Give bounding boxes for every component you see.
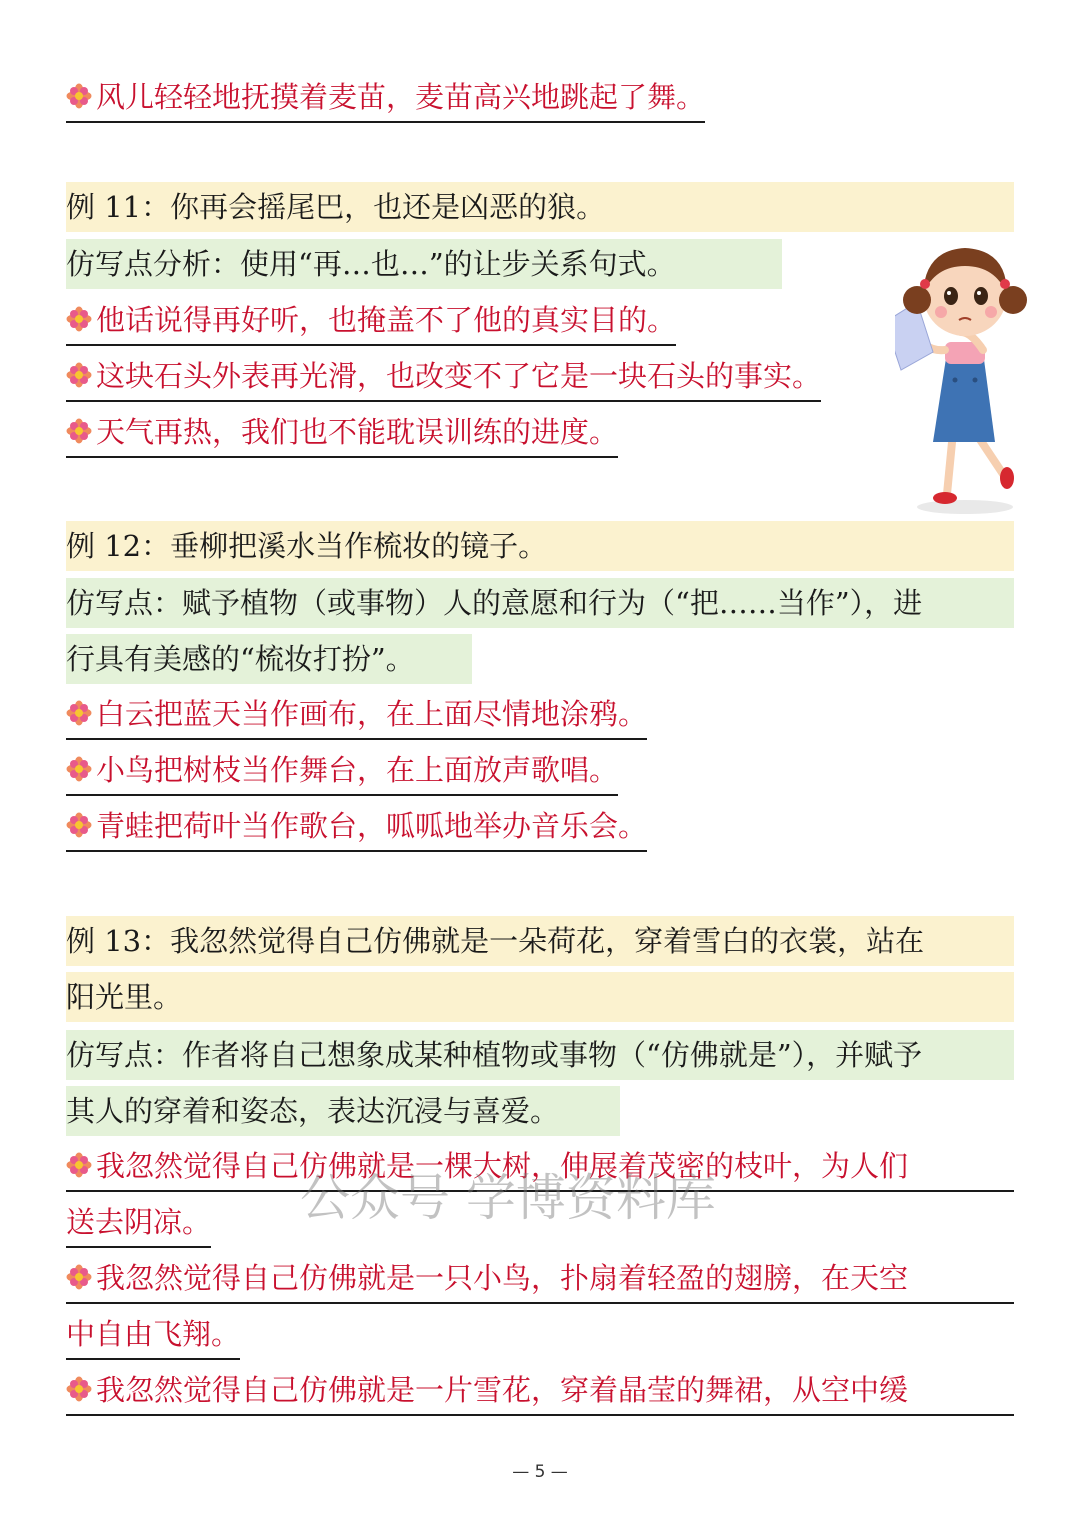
answer-line-cont: 送去阴凉。 bbox=[66, 1200, 211, 1248]
example-13-note: 仿写点：作者将自己想象成某种植物或事物（“仿佛就是”），并赋予 bbox=[66, 1030, 1014, 1080]
flower-icon bbox=[66, 1264, 92, 1290]
flower-icon bbox=[66, 362, 92, 388]
answer-line: 我忽然觉得自己仿佛就是一只小鸟，扑扇着轻盈的翅膀，在天空 bbox=[66, 1256, 1014, 1304]
answer-line: 我忽然觉得自己仿佛就是一棵大树，伸展着茂密的枝叶，为人们 bbox=[66, 1144, 1014, 1192]
page-number: — 5 — bbox=[512, 1462, 568, 1482]
example-12-note-cont: 行具有美感的“梳妆打扮”。 bbox=[66, 634, 472, 684]
example-11-note: 仿写点分析：使用“再…也…”的让步关系句式。 bbox=[66, 239, 782, 289]
flower-icon bbox=[66, 812, 92, 838]
flower-icon bbox=[66, 756, 92, 782]
answer-line: 我忽然觉得自己仿佛就是一片雪花，穿着晶莹的舞裙，从空中缓 bbox=[66, 1368, 1014, 1416]
example-13-title: 例 13：我忽然觉得自己仿佛就是一朵荷花，穿着雪白的衣裳，站在 bbox=[66, 916, 1014, 966]
girl-illustration bbox=[895, 232, 1035, 517]
answer-line: 天气再热，我们也不能耽误训练的进度。 bbox=[66, 410, 618, 458]
flower-icon bbox=[66, 1152, 92, 1178]
flower-icon bbox=[66, 83, 92, 109]
answer-line: 这块石头外表再光滑，也改变不了它是一块石头的事实。 bbox=[66, 354, 821, 402]
flower-icon bbox=[66, 1376, 92, 1402]
example-12-note: 仿写点：赋予植物（或事物）人的意愿和行为（“把……当作”），进 bbox=[66, 578, 1014, 628]
flower-icon bbox=[66, 306, 92, 332]
answer-line: 白云把蓝天当作画布，在上面尽情地涂鸦。 bbox=[66, 692, 647, 740]
answer-line-cont: 中自由飞翔。 bbox=[66, 1312, 240, 1360]
example-11-title: 例 11：你再会摇尾巴，也还是凶恶的狼。 bbox=[66, 182, 1014, 232]
example-13-note-cont: 其人的穿着和姿态，表达沉浸与喜爱。 bbox=[66, 1086, 620, 1136]
example-13-title-cont: 阳光里。 bbox=[66, 972, 1014, 1022]
watermark: 公众号 学博资料库 bbox=[300, 1169, 716, 1227]
answer-line: 青蛙把荷叶当作歌台，呱呱地举办音乐会。 bbox=[66, 804, 647, 852]
flower-icon bbox=[66, 418, 92, 444]
answer-line: 小鸟把树枝当作舞台，在上面放声歌唱。 bbox=[66, 748, 618, 796]
flower-icon bbox=[66, 700, 92, 726]
answer-line: 风儿轻轻地抚摸着麦苗，麦苗高兴地跳起了舞。 bbox=[66, 75, 705, 123]
example-12-title: 例 12：垂柳把溪水当作梳妆的镜子。 bbox=[66, 521, 1014, 571]
answer-line: 他话说得再好听，也掩盖不了他的真实目的。 bbox=[66, 298, 676, 346]
